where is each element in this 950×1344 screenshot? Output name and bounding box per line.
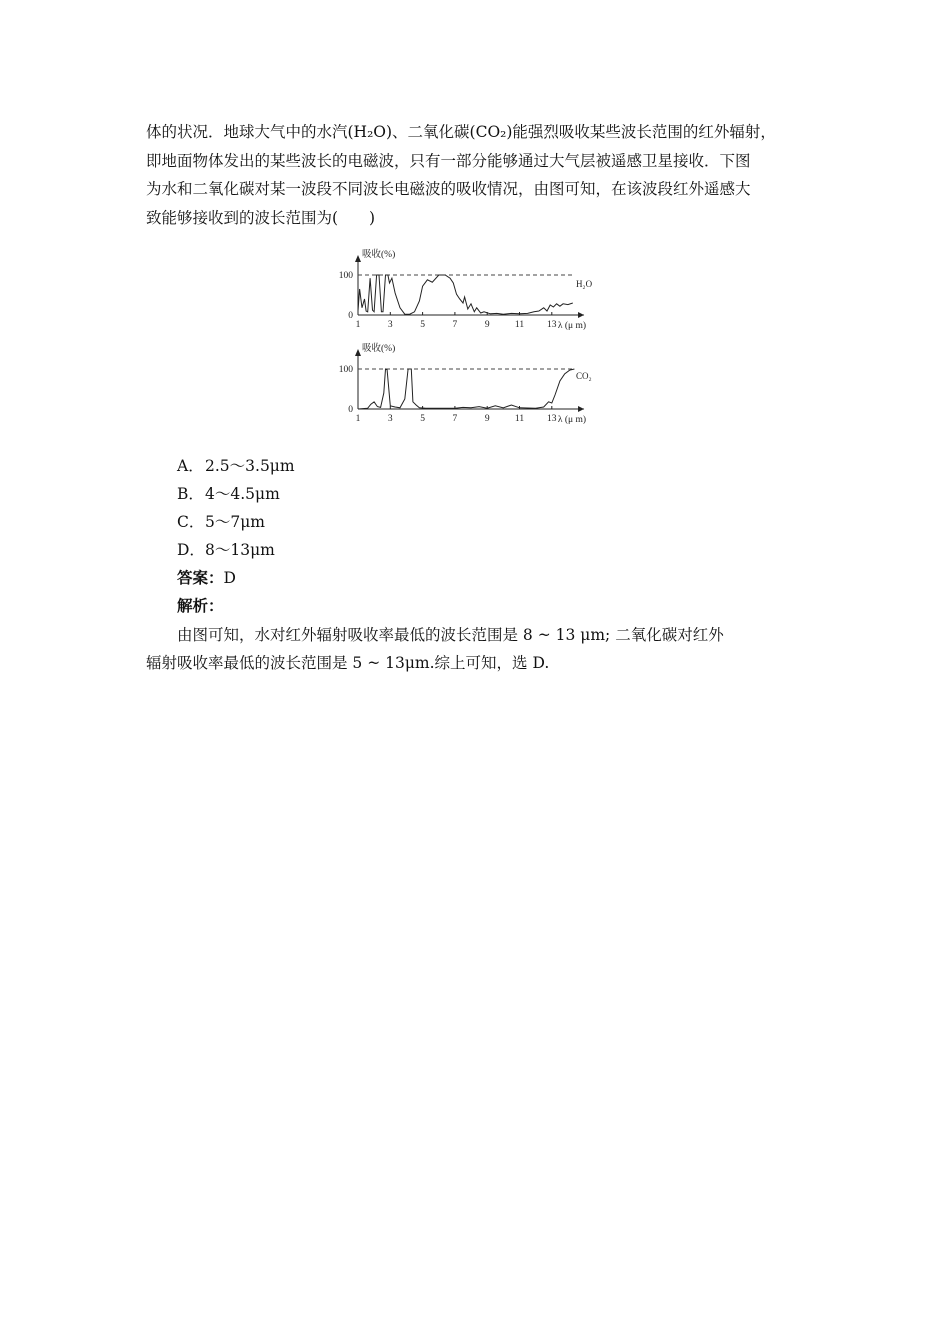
x-axis-arrow bbox=[578, 406, 584, 412]
x-tick-label: 9 bbox=[484, 414, 490, 424]
option-label: D． bbox=[177, 541, 205, 559]
option-a bbox=[177, 452, 295, 480]
option-d bbox=[177, 536, 295, 564]
y-tick-label: 0 bbox=[348, 311, 353, 321]
x-tick-label: 9 bbox=[484, 320, 490, 330]
answer-line bbox=[177, 564, 236, 592]
x-axis-arrow bbox=[578, 312, 584, 318]
option-text: 5～7μm bbox=[205, 513, 265, 531]
option-text: 4～4.5μm bbox=[205, 485, 280, 503]
stem-line: 致能够接收到的波长范围为( ) bbox=[146, 208, 376, 227]
stem-line: 体的状况．地球大气中的水汽(H₂O)、二氧化碳(CO₂)能强烈吸收某些波长范围的红外辐射， bbox=[146, 123, 776, 141]
y-axis-label: 吸收(%) bbox=[362, 250, 396, 260]
y-axis-arrow bbox=[355, 255, 361, 262]
answer-key: 答案： bbox=[177, 568, 224, 587]
x-tick-label: 13 bbox=[547, 414, 557, 424]
analysis-text-1: 由图可知，水对红外辐射吸收率最低的波长范围是 8 ~ 13 μm; 二氧化碳对红外 bbox=[177, 625, 724, 644]
absorption-curve bbox=[358, 369, 574, 409]
option-label: B． bbox=[177, 485, 204, 503]
series-label: CO₂ bbox=[575, 371, 592, 381]
stem-line: 为水和二氧化碳对某一波段不同波长电磁波的吸收情况，由图可知，在该波段红外遥感大 bbox=[146, 180, 751, 198]
absorption-charts-svg bbox=[330, 243, 650, 433]
question-stem bbox=[146, 118, 810, 232]
analysis-block bbox=[146, 592, 810, 678]
option-text: 2.5～3.5μm bbox=[205, 457, 295, 475]
option-text: 8～13μm bbox=[205, 541, 275, 559]
option-label: A． bbox=[177, 457, 204, 475]
analysis-line-2: 辐射吸收率最低的波长范围是 5 ~ 13μm.综上可知，选 D. bbox=[146, 654, 550, 672]
x-tick-label: 7 bbox=[452, 320, 458, 330]
x-tick-label: 5 bbox=[420, 414, 425, 424]
series-label: H₂O bbox=[575, 279, 593, 289]
chart-panel-1 bbox=[339, 248, 593, 331]
x-tick-label: 1 bbox=[355, 414, 361, 424]
x-tick-label: 3 bbox=[387, 320, 393, 330]
option-label: C． bbox=[177, 513, 205, 531]
absorption-figure bbox=[330, 243, 650, 433]
x-tick-label: 13 bbox=[547, 320, 557, 330]
x-axis-label: λ (μ m) bbox=[557, 415, 587, 425]
y-tick-label: 100 bbox=[338, 271, 353, 281]
x-tick-label: 5 bbox=[420, 320, 425, 330]
x-axis-label: λ (μ m) bbox=[557, 321, 587, 331]
x-tick-label: 11 bbox=[514, 414, 525, 424]
answer-value: D bbox=[223, 569, 236, 587]
y-tick-label: 100 bbox=[338, 365, 353, 375]
y-tick-label: 0 bbox=[348, 405, 353, 415]
x-tick-label: 3 bbox=[387, 414, 393, 424]
x-tick-label: 1 bbox=[355, 320, 361, 330]
chart-panel-2 bbox=[339, 342, 592, 425]
y-axis-label: 吸收(%) bbox=[362, 344, 396, 354]
option-b bbox=[177, 480, 295, 508]
answer-options bbox=[177, 452, 295, 564]
analysis-key: 解析： bbox=[177, 596, 224, 615]
stem-line: 即地面物体发出的某些波长的电磁波，只有一部分能够通过大气层被遥感卫星接收．下图 bbox=[146, 151, 751, 170]
analysis-line-1 bbox=[146, 592, 810, 649]
option-c bbox=[177, 508, 295, 536]
x-tick-label: 7 bbox=[452, 414, 458, 424]
y-axis-arrow bbox=[355, 349, 361, 356]
x-tick-label: 11 bbox=[514, 320, 525, 330]
absorption-curve bbox=[358, 275, 573, 314]
